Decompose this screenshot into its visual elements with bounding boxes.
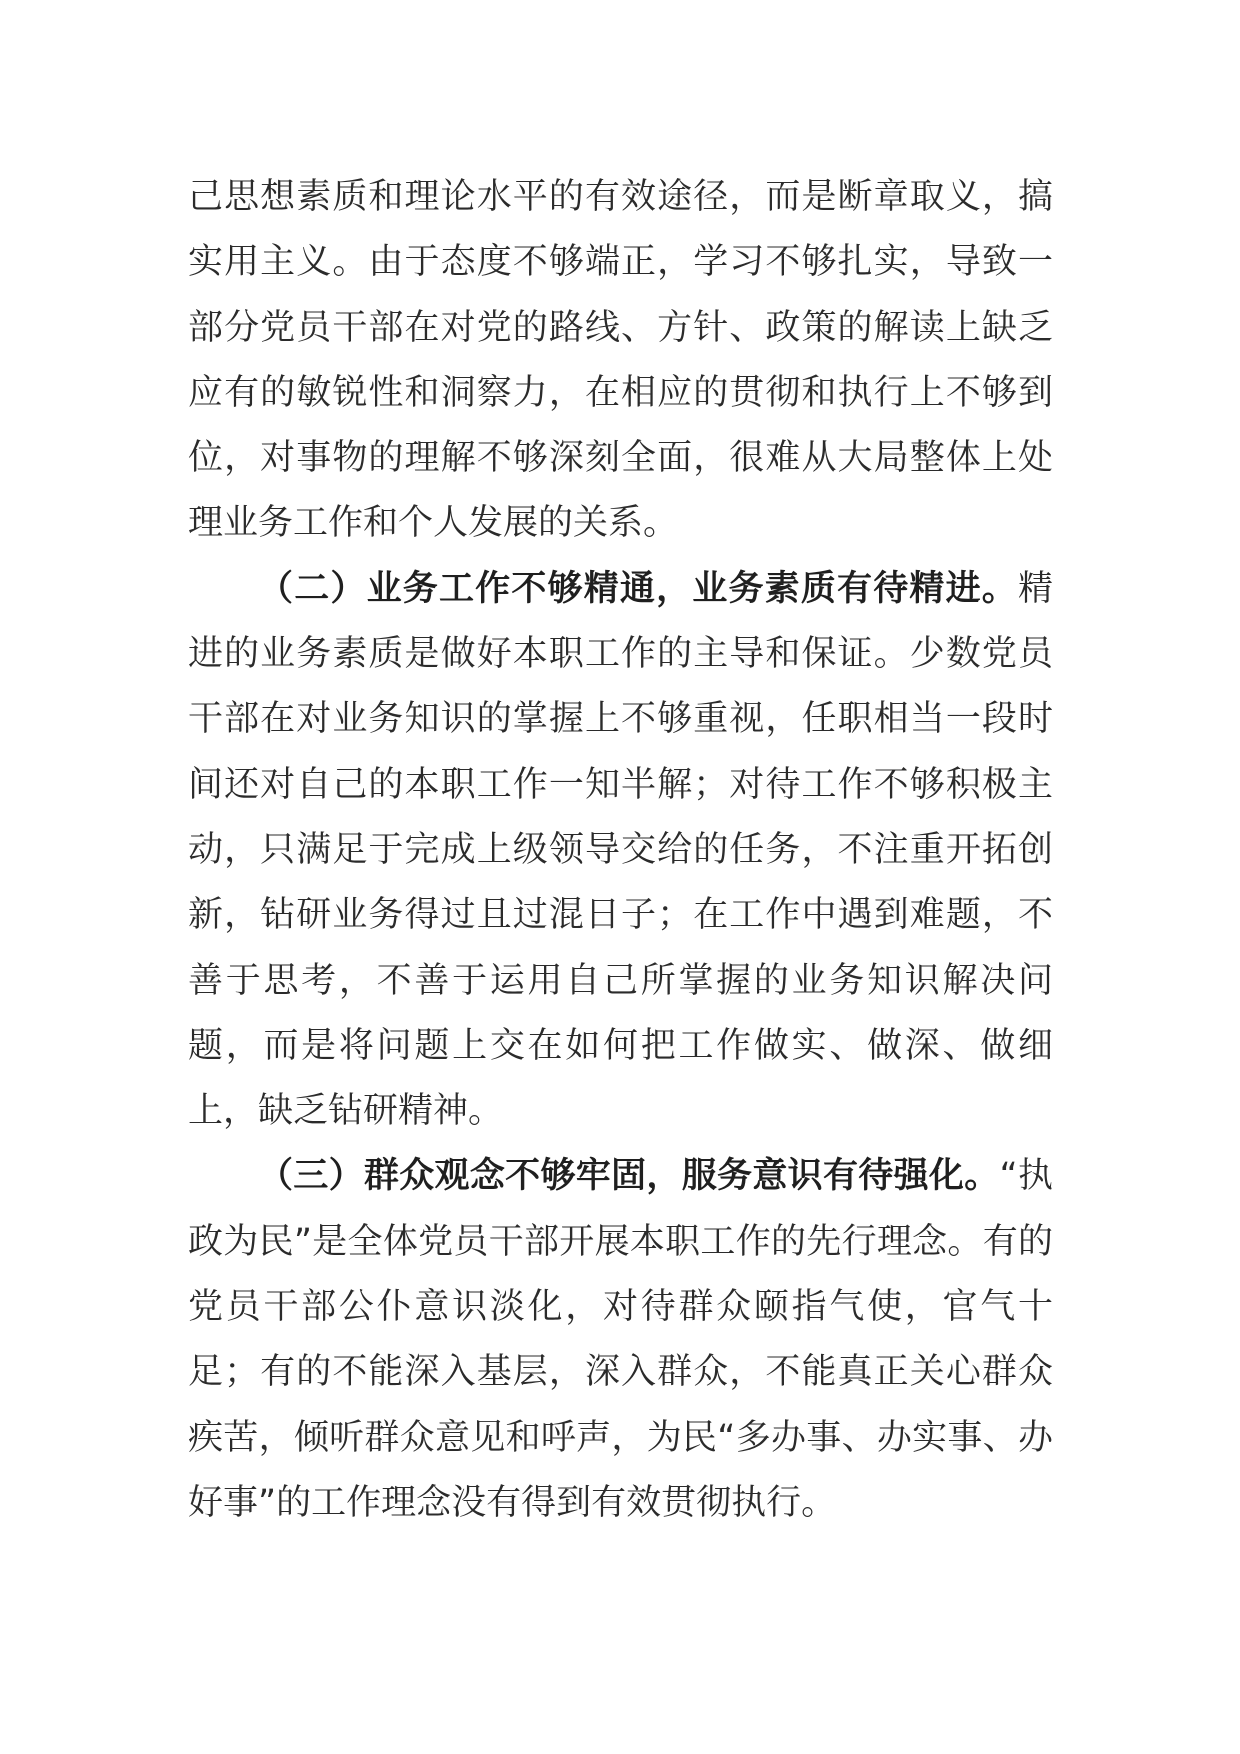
paragraph-section-3 bbox=[188, 1144, 1053, 1536]
document-body bbox=[188, 165, 1053, 1536]
paragraph-text: 精进的业务素质是做好本职工作的主导和保证。少数党员干部在对业务知识的掌握上不够重视，任职相当一段时间还对自己的本职工作一知半解；对待工作不够积极主动，只满足于完成上级领导交给的任务，不注重开拓创新，钻研业务得过且过混日子；在工作中遇到难题，不善于思考，不善于运用自己所掌握的业务知识解决问题，而是将问题上交在如何把工作做实、做深、做细上，缺乏钻研精神。 bbox=[188, 568, 1053, 1132]
paragraph-text: “执政为民”是全体党员干部开展本职工作的先行理念。有的党员干部公仆意识淡化，对待群众颐指气使，官气十足；有的不能深入基层，深入群众，不能真正关心群众疾苦，倾听群众意见和呼声，为民“多办事、办实事、办好事”的工作理念没有得到有效贯彻执行。 bbox=[188, 1156, 1053, 1523]
paragraph-section-2 bbox=[188, 557, 1053, 1145]
paragraph-text: 己思想素质和理论水平的有效途径，而是断章取义，搞实用主义。由于态度不够端正，学习不够扎实，导致一部分党员干部在对党的路线、方针、政策的解读上缺乏应有的敏锐性和洞察力，在相应的贯彻和执行上不够到位，对事物的理解不够深刻全面，很难从大局整体上处理业务工作和个人发展的关系。 bbox=[188, 177, 1053, 544]
section-heading: （三）群众观念不够牢固，服务意识有待强化。 bbox=[258, 1156, 1000, 1197]
paragraph-continuation bbox=[188, 165, 1053, 557]
section-heading: （二）业务工作不够精通，业务素质有待精进。 bbox=[258, 568, 1018, 609]
